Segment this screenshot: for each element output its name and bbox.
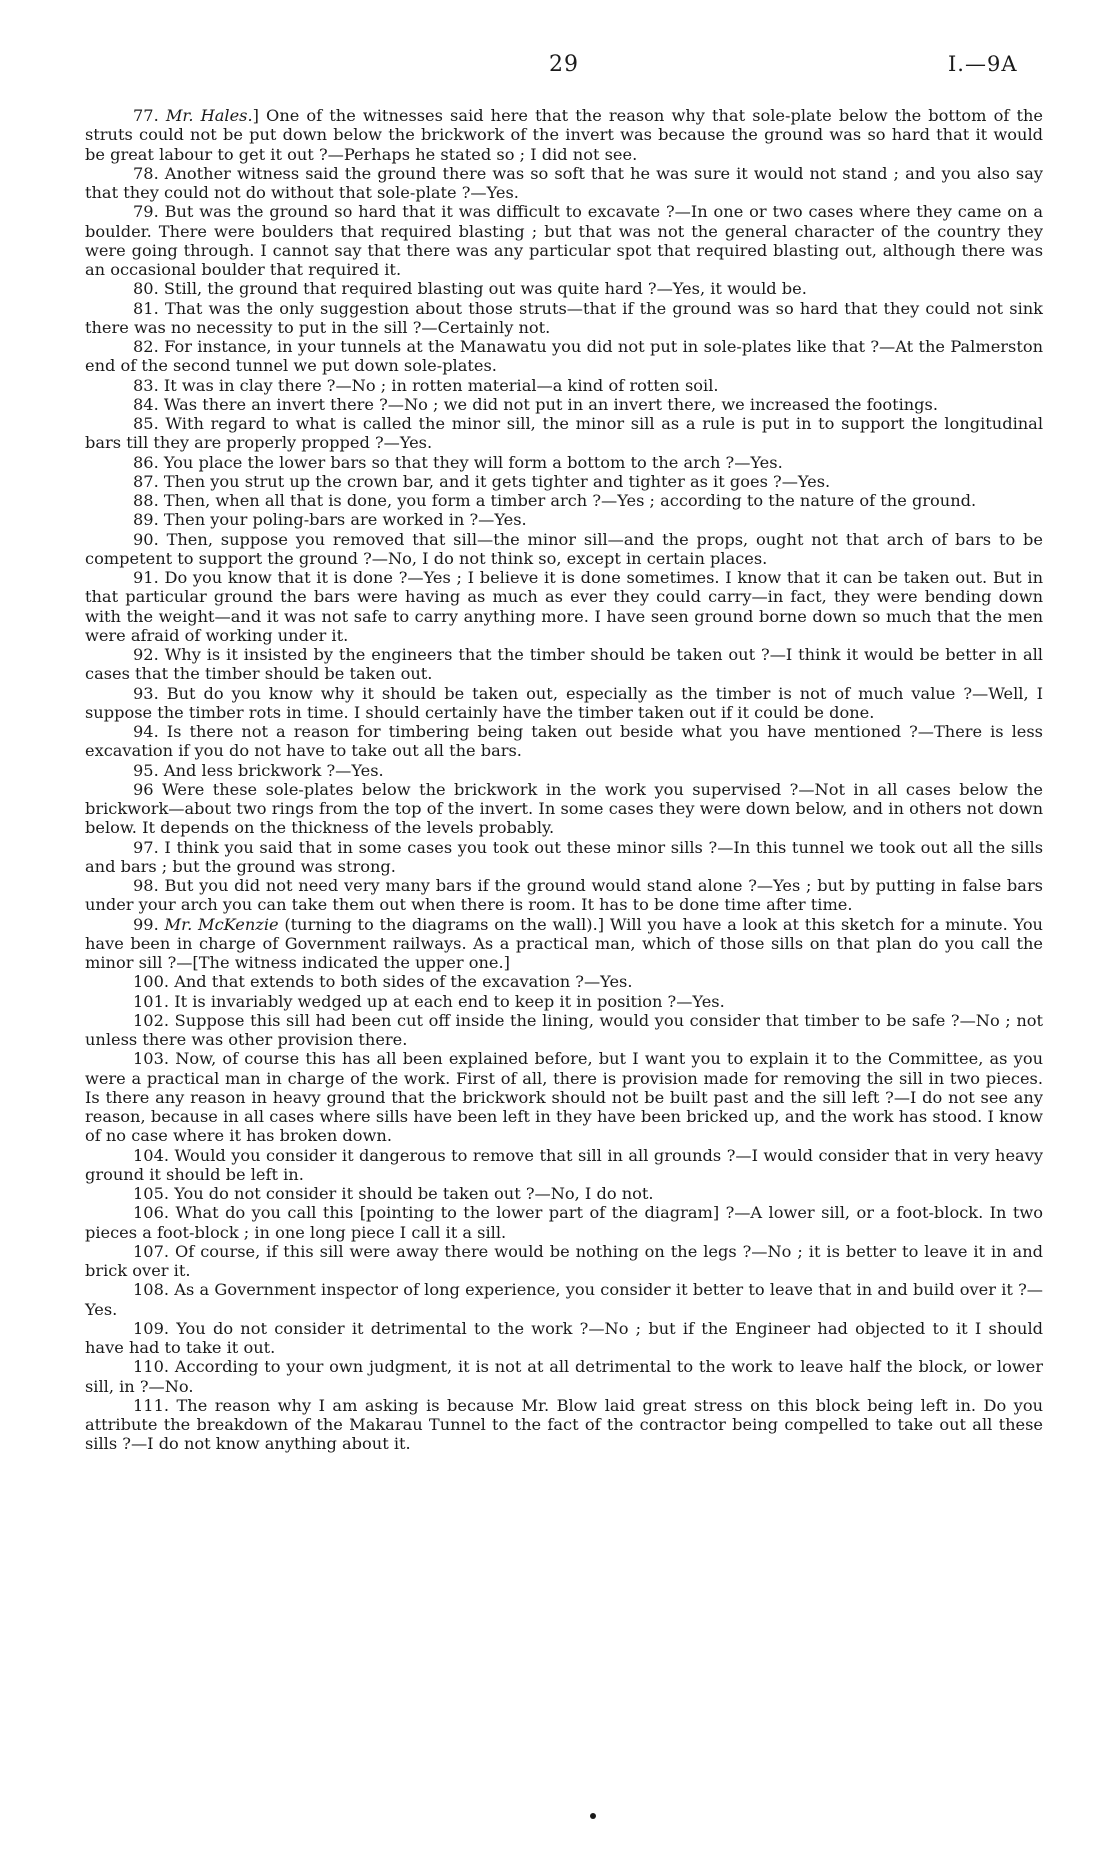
paragraph-text: ] One of the witnesses said here that the reason why that sole-plate below the bottom of the struts could not be put down below the brickwork of the invert was because the ground was so hard that it would be great labour to get it out ?—Perhaps he stated so ; I did not see. <box>85 106 1043 164</box>
paragraph-text: 102. Suppose this sill had been cut off inside the lining, would you consider that timber to be safe ?—No ; not unless there was other provision there. <box>85 1010 1043 1049</box>
page-number: 29 <box>549 52 579 77</box>
paragraph-text: 92. Why is it insisted by the engineers that the timber should be taken out ?—I think it would be better in all cases that the timber should be taken out. <box>85 645 1043 684</box>
question-paragraph <box>85 1011 1043 1050</box>
question-paragraph <box>85 453 1043 472</box>
evidence-transcript <box>85 106 1043 1454</box>
question-paragraph <box>85 395 1043 414</box>
question-paragraph <box>85 1319 1043 1358</box>
paragraph-text: 109. You do not consider it detrimental to the work ?—No ; but if the Engineer had objected to it I should have had to take it out. <box>85 1318 1043 1357</box>
paragraph-text: 98. But you did not need very many bars if the ground would stand alone ?—Yes ; but by putting in false bars under your arch you can take them out when there is room. It has to be done time after time. <box>85 876 1043 915</box>
paragraph-text: 97. I think you said that in some cases you took out these minor sills ?—In this tunnel we took out all the sills and bars ; but the ground was strong. <box>85 837 1043 876</box>
paragraph-text: 86. You place the lower bars so that they will form a bottom to the arch ?—Yes. <box>133 452 783 472</box>
paragraph-text: 94. Is there not a reason for timbering being taken out beside what you have mentioned ?—There is less excavation if you do not have to take out all the bars. <box>85 722 1043 761</box>
question-paragraph <box>85 568 1043 645</box>
question-paragraph <box>85 299 1043 338</box>
paragraph-text: 103. Now, of course this has all been explained before, but I want you to explain it to the Committee, as you were a practical man in charge of the work. First of all, there is provision made for removing the sill in two pieces. Is there any reason in heavy ground that the brickwork should not be built past and the sill left ?—I do not see any reason, because in all cases where sills have been left in they have been bricked up, and the work has stood. I know of no case where it has broken down. <box>85 1049 1043 1146</box>
paragraph-text: 85. With regard to what is called the minor sill, the minor sill as a rule is put in to support the longitudinal bars till they are properly propped ?—Yes. <box>85 414 1043 453</box>
paragraph-text: 96 Were these sole-plates below the brickwork in the work you supervised ?—Not in all cases below the brickwork—about two rings from the top of the invert. In some cases they were down below, and in others not down below. It depends on the thickness of the levels probably. <box>85 779 1043 838</box>
question-paragraph <box>85 279 1043 298</box>
paragraph-text: 104. Would you consider it dangerous to remove that sill in all grounds ?—I would consider that in very heavy ground it should be left in. <box>85 1145 1043 1184</box>
paragraph-text: 108. As a Government inspector of long experience, you consider it better to leave that in and build over it ?—Yes. <box>85 1280 1043 1319</box>
question-paragraph <box>85 337 1043 376</box>
question-paragraph <box>85 164 1043 203</box>
paragraph-text: 106. What do you call this [pointing to the lower part of the diagram] ?—A lower sill, or a foot-block. In two pieces a foot-block ; in one long piece I call it a sill. <box>85 1203 1043 1242</box>
document-reference: I.—9A <box>948 52 1018 76</box>
paragraph-text: 95. And less brickwork ?—Yes. <box>133 760 384 780</box>
question-paragraph <box>85 472 1043 491</box>
question-paragraph <box>85 1184 1043 1203</box>
paragraph-text: 107. Of course, if this sill were away there would be nothing on the legs ?—No ; it is better to leave it in and brick over it. <box>85 1241 1043 1280</box>
question-paragraph <box>85 645 1043 684</box>
question-paragraph <box>85 414 1043 453</box>
question-paragraph <box>85 1146 1043 1185</box>
speaker-name: Mr. Hales. <box>165 106 253 125</box>
question-paragraph <box>85 530 1043 569</box>
question-paragraph <box>85 992 1043 1011</box>
paragraph-text: 84. Was there an invert there ?—No ; we did not put in an invert there, we increased the footings. <box>133 394 938 414</box>
question-paragraph <box>85 1357 1043 1396</box>
question-paragraph <box>85 202 1043 279</box>
question-paragraph <box>85 1203 1043 1242</box>
paragraph-text: 82. For instance, in your tunnels at the Manawatu you did not put in sole-plates like that ?—At the Palmerston end of the second tunnel we put down sole-plates. <box>85 337 1043 376</box>
question-paragraph <box>85 838 1043 877</box>
paragraph-text: (turning to the diagrams on the wall).] Will you have a look at this sketch for a minute. You have been in charge of Government railways. As a practical man, which of those sills on that plan do you call the minor sill ?—[The witness indicated the upper one.] <box>85 914 1043 972</box>
question-paragraph <box>85 1242 1043 1281</box>
paragraph-text: 111. The reason why I am asking is because Mr. Blow laid great stress on this block being left in. Do you attribute the breakdown of the Makarau Tunnel to the fact of the contractor being compelled to take out all these sills ?—I do not know anything about it. <box>85 1395 1043 1454</box>
question-paragraph <box>85 1049 1043 1145</box>
paragraph-text: 93. But do you know why it should be taken out, especially as the timber is not of much value ?—Well, I suppose the timber rots in time. I should certainly have the timber taken out if it could be done. <box>85 683 1043 722</box>
paragraph-text: 87. Then you strut up the crown bar, and it gets tighter and tighter as it goes ?—Yes. <box>133 471 831 491</box>
question-paragraph <box>85 876 1043 915</box>
paragraph-text: 90. Then, suppose you removed that sill—the minor sill—and the props, ought not that arch of bars to be competent to support the ground ?—No, I do not think so, except in certain places. <box>85 529 1043 568</box>
question-paragraph <box>85 761 1043 780</box>
question-paragraph <box>85 1280 1043 1319</box>
paragraph-text: 105. You do not consider it should be taken out ?—No, I do not. <box>133 1184 654 1203</box>
paragraph-number: 77. <box>133 106 166 125</box>
paragraph-text: 78. Another witness said the ground there was so soft that he was sure it would not stand ; and you also say that they could not do without that sole-plate ?—Yes. <box>85 163 1043 202</box>
paragraph-text: 100. And that extends to both sides of the excavation ?—Yes. <box>133 972 633 992</box>
paragraph-text: 81. That was the only suggestion about those struts—that if the ground was so hard that they could not sink there was no necessity to put in the sill ?—Certainly not. <box>85 298 1043 337</box>
paragraph-text: 89. Then your poling-bars are worked in ?—Yes. <box>133 510 527 530</box>
question-paragraph <box>85 106 1043 164</box>
question-paragraph <box>85 915 1043 973</box>
question-paragraph <box>85 376 1043 395</box>
question-paragraph <box>85 491 1043 510</box>
paragraph-number: 99. <box>133 914 165 934</box>
page-header <box>0 52 1114 82</box>
question-paragraph <box>85 722 1043 761</box>
question-paragraph <box>85 1396 1043 1454</box>
paragraph-text: 80. Still, the ground that required blasting out was quite hard ?—Yes, it would be. <box>133 279 807 299</box>
footer-dot <box>590 1813 596 1819</box>
question-paragraph <box>85 510 1043 529</box>
paragraph-text: 91. Do you know that it is done ?—Yes ; I believe it is done sometimes. I know that it can be taken out. But in that particular ground the bars were having as much as ever they could carry—in fact, they were bending down with the weight—and it was not safe to carry anything more. I have seen ground borne down so much that the men were afraid of working under it. <box>85 568 1043 645</box>
paragraph-text: 83. It was in clay there ?—No ; in rotten material—a kind of rotten soil. <box>133 375 719 395</box>
question-paragraph <box>85 780 1043 838</box>
speaker-name: Mr. McKenzie <box>164 914 279 934</box>
question-paragraph <box>85 684 1043 723</box>
question-paragraph <box>85 972 1043 991</box>
paragraph-text: 101. It is invariably wedged up at each end to keep it in position ?—Yes. <box>133 991 725 1011</box>
paragraph-text: 79. But was the ground so hard that it was difficult to excavate ?—In one or two cases where they came on a boulder. There were boulders that required blasting ; but that was not the general character of the country they were going through. I cannot say that there was any particular spot that required blasting out, although there was an occasional boulder that required it. <box>85 202 1043 279</box>
paragraph-text: 110. According to your own judgment, it is not at all detrimental to the work to leave half the block, or lower sill, in ?—No. <box>85 1357 1043 1396</box>
paragraph-text: 88. Then, when all that is done, you form a timber arch ?—Yes ; according to the nature of the ground. <box>133 491 977 510</box>
